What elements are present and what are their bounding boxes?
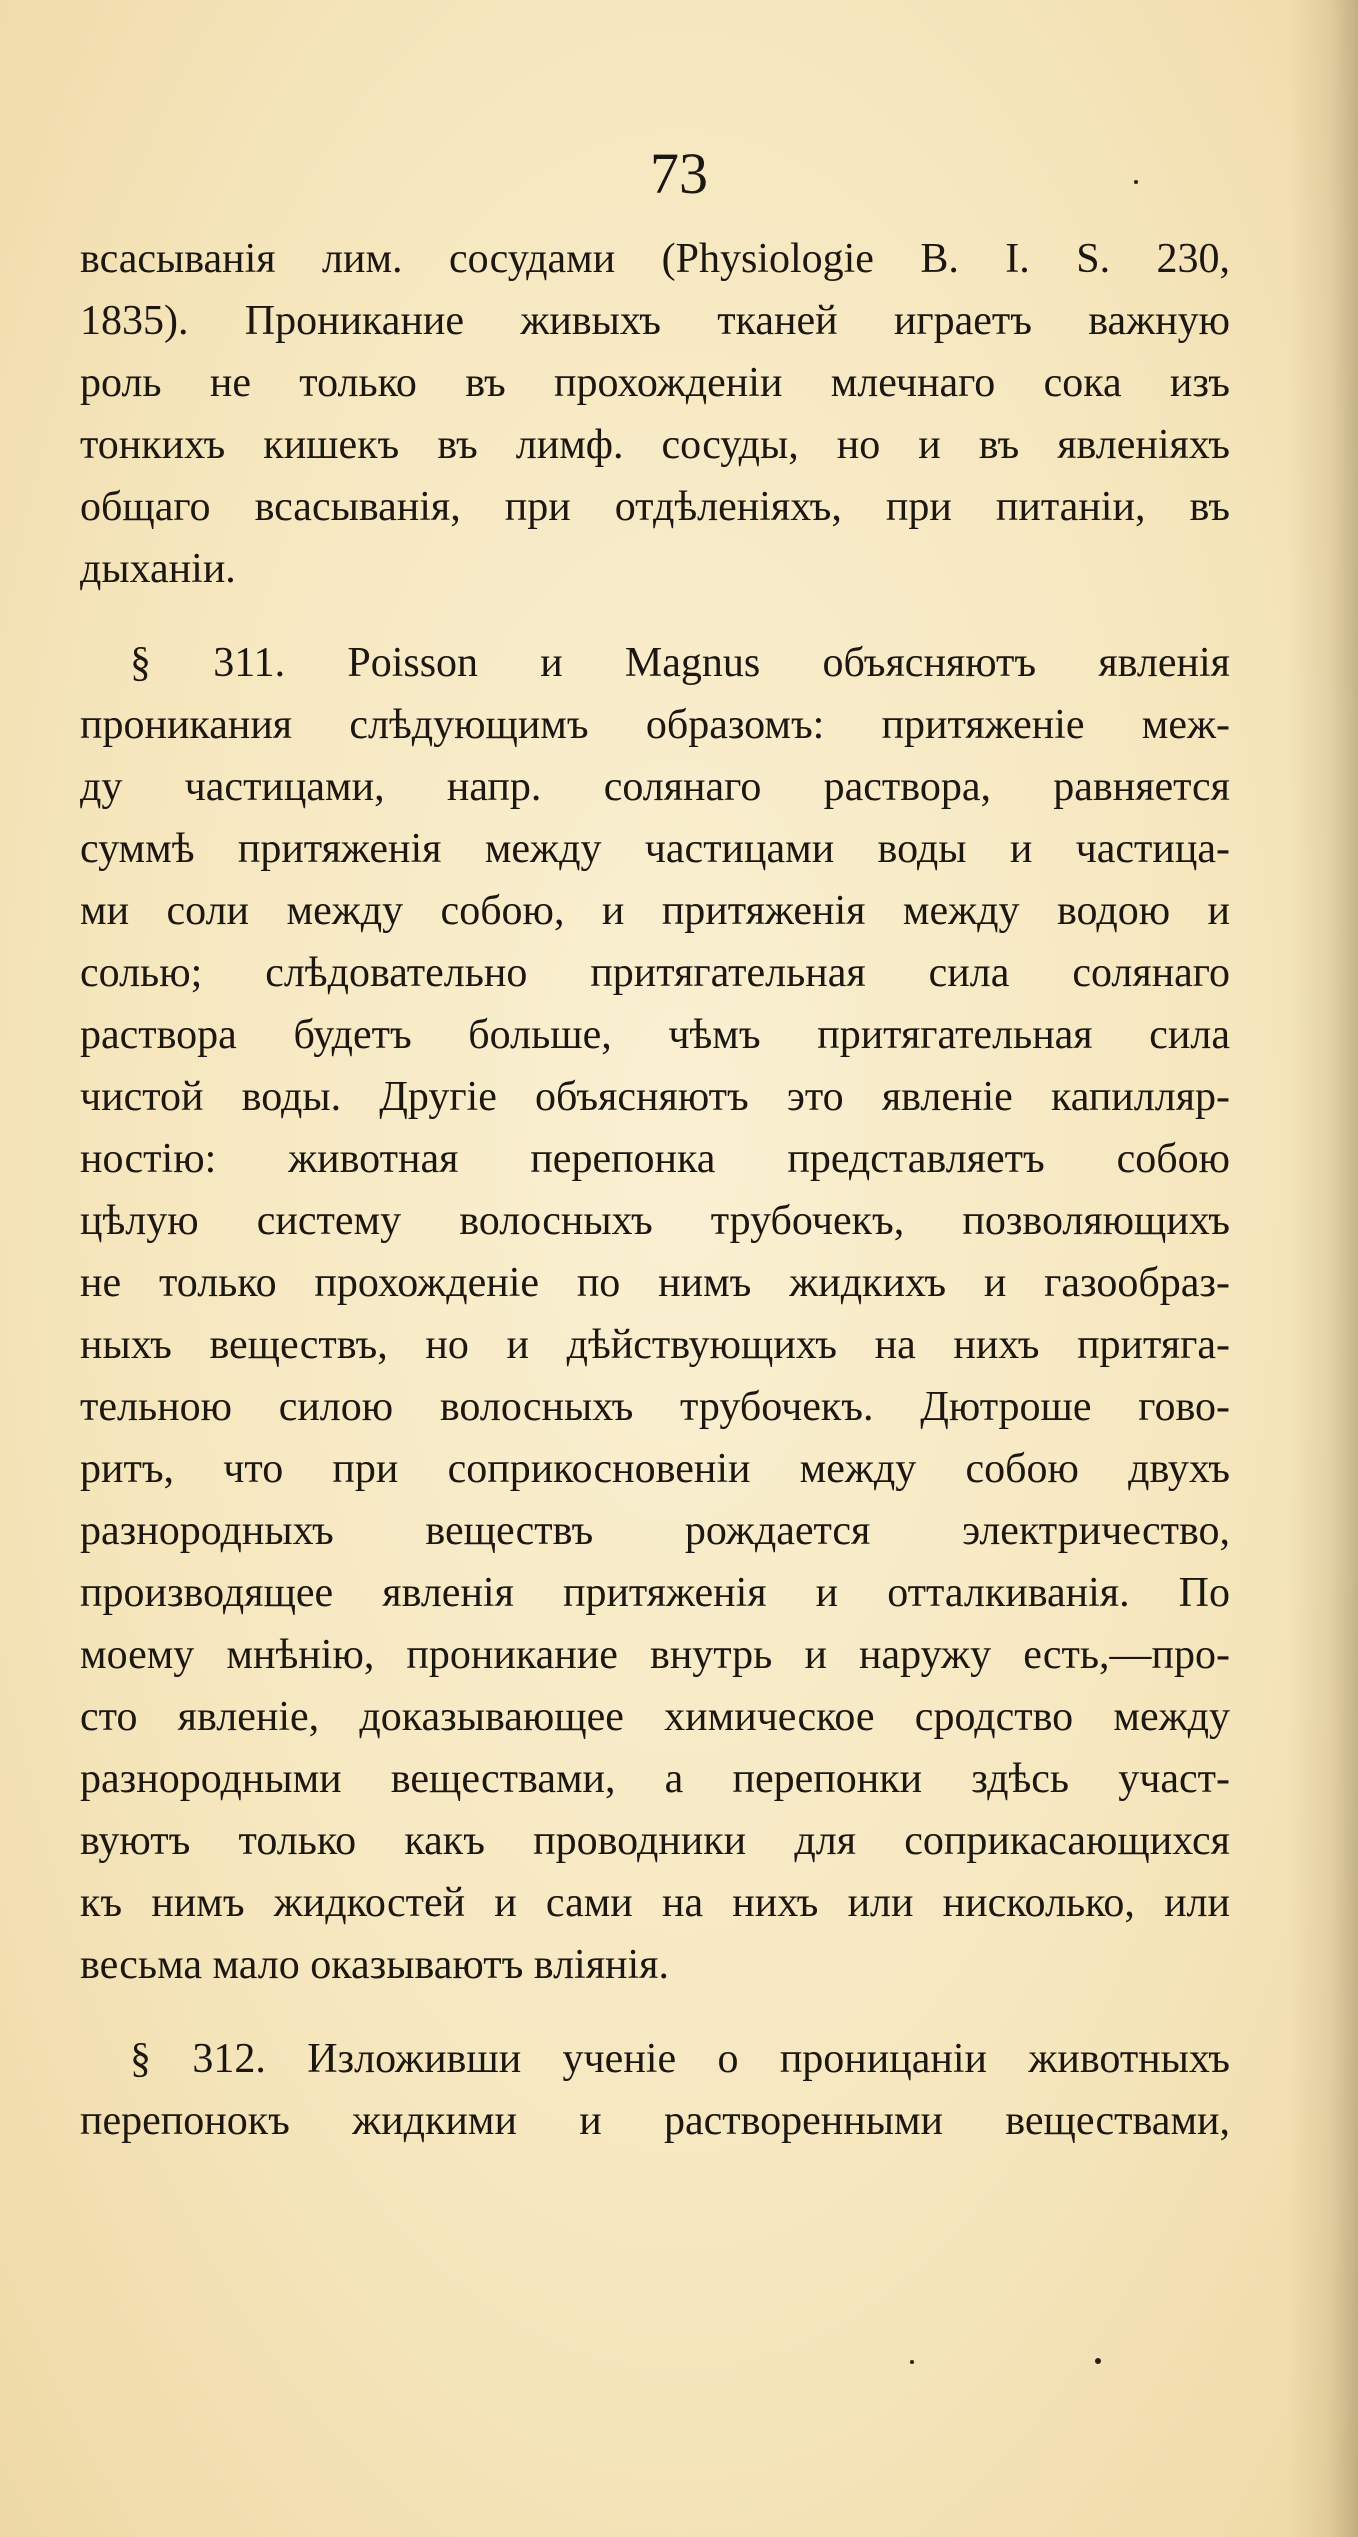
text-line: тонкихъ кишекъ въ лимф. сосуды, но и въ явленіяхъ <box>80 422 1230 468</box>
text-line: сто явленіе, доказывающее химическое сродство между <box>80 1694 1230 1740</box>
page-number: 73 <box>650 141 708 206</box>
text-line: ныхъ веществъ, но и дѣйствующихъ на нихъ притяга- <box>80 1322 1230 1368</box>
text-line: моему мнѣнію, проникание внутрь и наружу есть,—про- <box>80 1632 1230 1678</box>
text-line: чистой воды. Другіе объясняютъ это явленіе капилляр- <box>80 1074 1230 1120</box>
text-line: § 312. Изложивши ученіе о проницаніи животныхъ <box>130 2036 1230 2082</box>
text-line: раствора будетъ больше, чѣмъ притягательная сила <box>80 1012 1230 1058</box>
print-speck <box>1134 180 1138 184</box>
text-line: производящее явленія притяженія и отталкиванія. По <box>80 1570 1230 1616</box>
text-line: ностію: животная перепонка представляетъ собою <box>80 1136 1230 1182</box>
text-line: солью; слѣдовательно притягательная сила солянаго <box>80 950 1230 996</box>
paragraph-section-312 <box>80 2028 1230 2152</box>
text-line: всасыванія лим. сосудами (Physiologie B. I. S. 230, <box>80 236 1230 282</box>
text-line: общаго всасыванія, при отдѣленіяхъ, при питаніи, въ <box>80 484 1230 530</box>
print-speck <box>910 2360 914 2364</box>
text-line: роль не только въ прохожденіи млечнаго сока изъ <box>80 360 1230 406</box>
print-speck <box>1095 2358 1101 2364</box>
text-line: суммѣ притяженія между частицами воды и частица- <box>80 826 1230 872</box>
text-line: § 311. Poisson и Magnus объясняютъ явленія <box>130 640 1230 686</box>
text-line: къ нимъ жидкостей и сами на нихъ или нисколько, или <box>80 1880 1230 1926</box>
text-line: дыханіи. <box>80 546 236 592</box>
text-line: разнородными веществами, а перепонки здѣсь участ- <box>80 1756 1230 1802</box>
page-text <box>80 228 1230 2152</box>
text-line: разнородныхъ веществъ рождается электричество, <box>80 1508 1230 1554</box>
text-line: ритъ, что при соприкосновеніи между собою двухъ <box>80 1446 1230 1492</box>
text-line: 1835). Проникание живыхъ тканей играетъ важную <box>80 298 1230 344</box>
text-line: весьма мало оказываютъ вліянія. <box>80 1942 669 1988</box>
text-line: вуютъ только какъ проводники для соприкасающихся <box>80 1818 1230 1864</box>
text-line: ми соли между собою, и притяженія между водою и <box>80 888 1230 934</box>
paragraph-continuation <box>80 228 1230 600</box>
text-line: проникания слѣдующимъ образомъ: притяженіе меж- <box>80 702 1230 748</box>
text-line: ду частицами, напр. солянаго раствора, равняется <box>80 764 1230 810</box>
text-line: перепонокъ жидкими и растворенными веществами, <box>80 2098 1230 2144</box>
paragraph-section-311 <box>80 632 1230 1996</box>
text-line: не только прохожденіе по нимъ жидкихъ и газообраз- <box>80 1260 1230 1306</box>
text-line: цѣлую систему волосныхъ трубочекъ, позволяющихъ <box>80 1198 1230 1244</box>
text-line: тельною силою волосныхъ трубочекъ. Дютроше гово- <box>80 1384 1230 1430</box>
